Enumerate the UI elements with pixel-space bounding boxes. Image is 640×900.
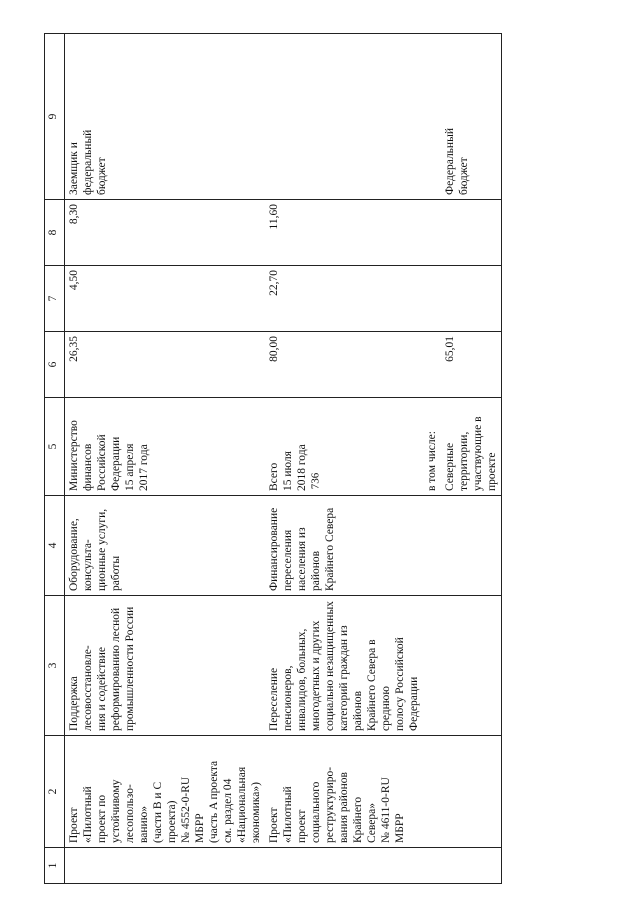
page-number-text: 736 [309,472,321,490]
borrower-cell: Министерство финансов Российской Федерации 15 апреля 2017 года [65,398,266,496]
table-cell [423,848,441,884]
project-name-cell: Проект «Пилотный проект по устойчивому лесопользо- ванию» (части B и C проекта) № 4552-0-RU МБРР (часть A проекта см. раздел 04 «Национальная экономика») [65,736,266,848]
project-name-cell: Проект «Пилотный проект социального реструктуриро- вания районов Крайнего Севера» № 4611-0-RU МБРР [265,736,423,848]
source-cell: Заемщик и федеральный бюджет [65,34,266,200]
column-number-header: 2 [45,736,65,848]
loan-projects-table [44,33,502,884]
table-cell [423,332,441,398]
amount-cell [441,266,502,332]
amount-cell: 8,30 [65,200,266,266]
amount-cell: 65,01 [441,332,502,398]
project-goal-cell: Переселение пенсионеров, инвалидов, больных, многодетных и других социально незащищенных категорий граждан из районов Крайнего Севера в среднюю полосу Российской Федерации [265,596,423,736]
column-number-header: 4 [45,496,65,596]
rotated-page [44,34,622,884]
source-cell: Федеральный бюджет [441,34,502,200]
amount-cell: 11,60 [265,200,423,266]
column-number-header: 6 [45,332,65,398]
column-number-header: 3 [45,596,65,736]
amount-cell [441,200,502,266]
table-cell [423,496,441,596]
column-number-row [45,34,65,884]
amount-cell: 22,70 [265,266,423,332]
table-cell [423,34,441,200]
column-number-header: 5 [45,398,65,496]
table-cell [265,848,423,884]
column-number-header: 7 [45,266,65,332]
table-cell [423,736,441,848]
table-row [423,34,441,884]
table-row [65,34,266,884]
project-goal-cell: Поддержка лесовосстановле- ния и содействие реформированию лесной промышленности России [65,596,266,736]
project-use-cell: Оборудование, консульта- ционные услуги, работы [65,496,266,596]
amount-cell: 26,35 [65,332,266,398]
borrower-cell: Северные территории, участвующие в проекте [441,398,502,496]
amount-cell: 80,00 [265,332,423,398]
column-number-header: 1 [45,848,65,884]
table-cell [441,496,502,596]
table-cell [441,848,502,884]
table-row [441,34,502,884]
table-cell [441,596,502,736]
amount-cell: 4,50 [65,266,266,332]
column-number-header: 9 [45,34,65,200]
table-row [265,34,423,884]
table-cell [423,596,441,736]
source-cell [265,34,423,200]
table-cell [65,848,266,884]
table-cell [423,266,441,332]
table-cell [441,736,502,848]
borrower-cell: Всего 15 июля 2018 года [265,398,423,496]
table-cell [423,200,441,266]
project-use-cell: Финансирование переселения населения из районов Крайнего Севера [265,496,423,596]
column-number-header: 8 [45,200,65,266]
subtotal-label-cell: в том числе: [423,398,441,496]
